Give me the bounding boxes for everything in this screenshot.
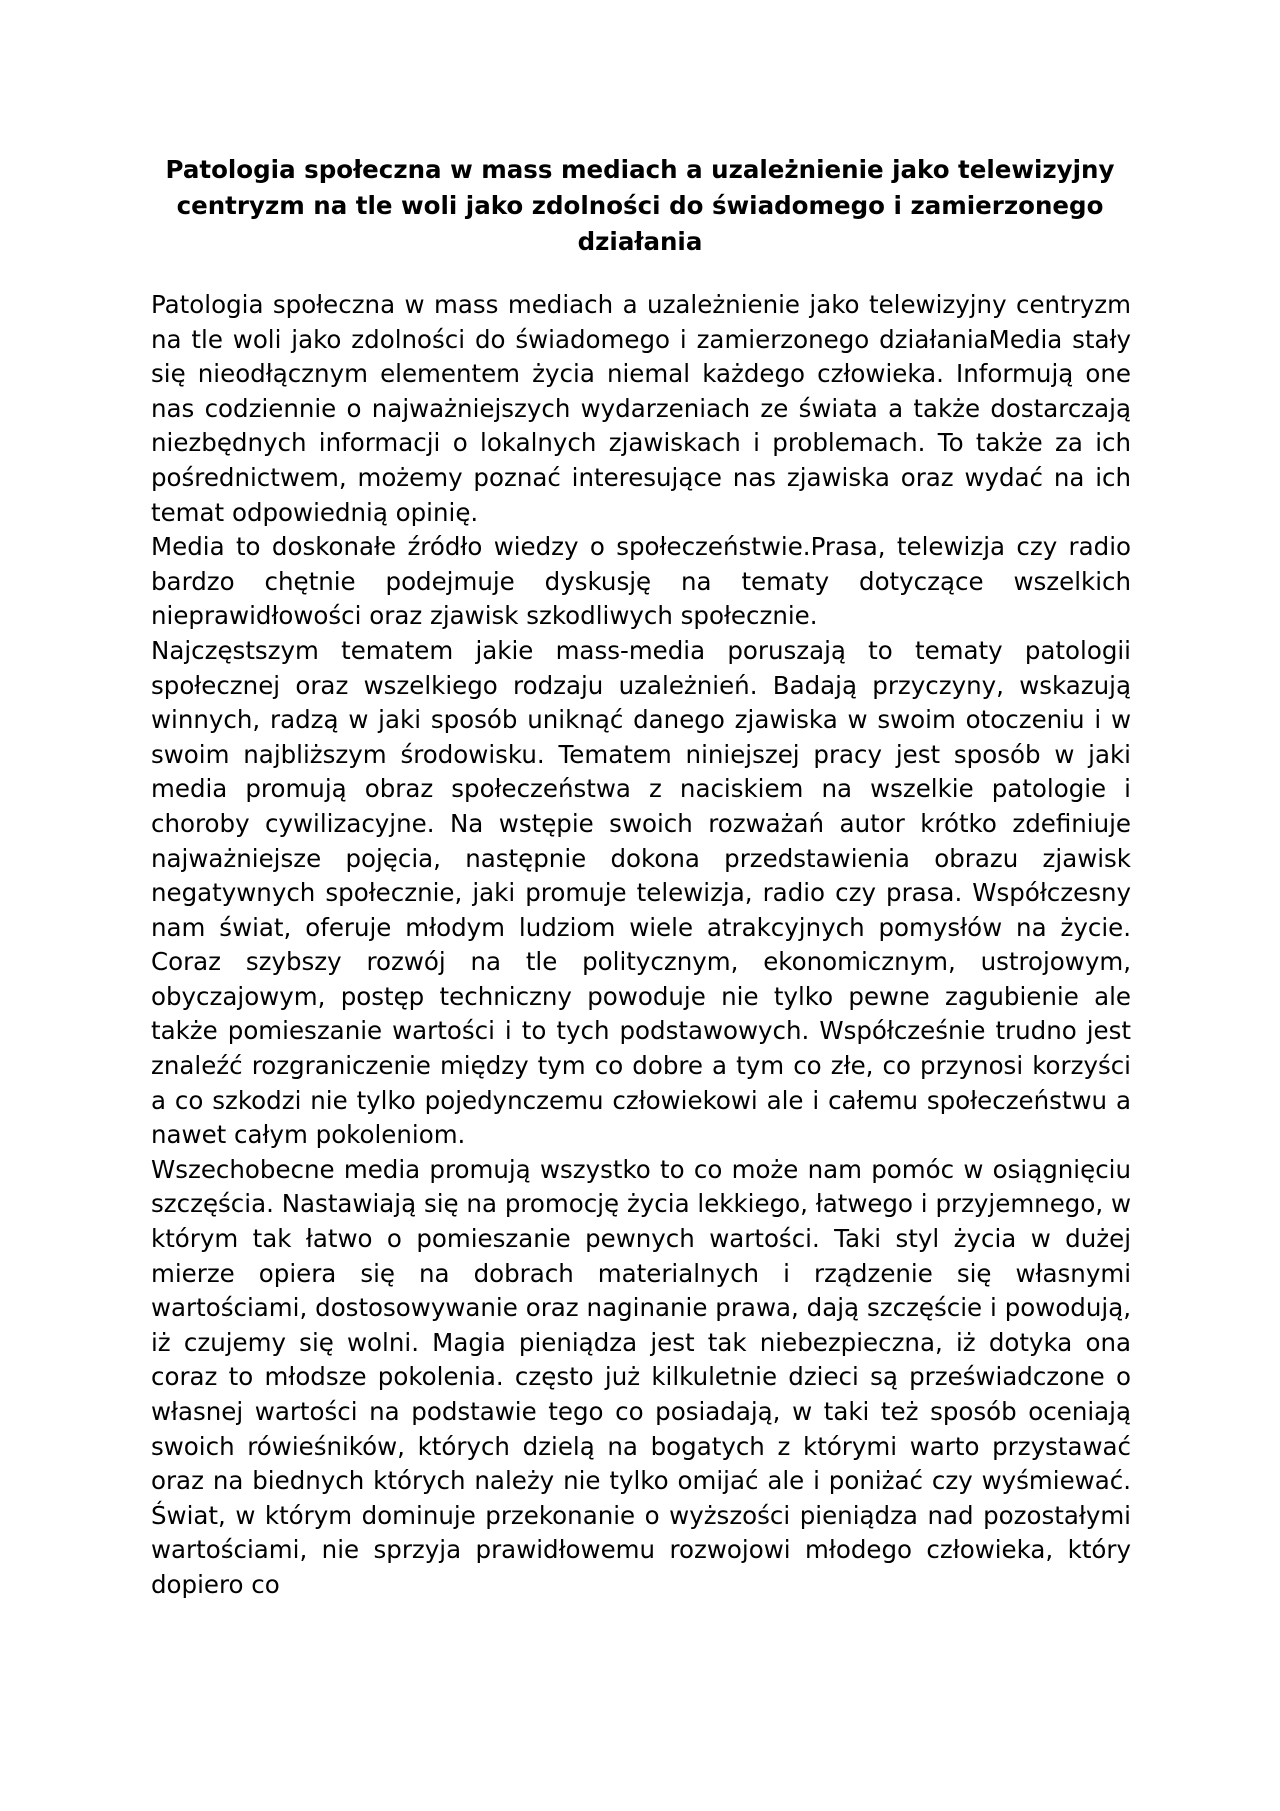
document-body <box>151 288 1131 1603</box>
paragraph-pathology-topics: Najczęstszym tematem jakie mass-media poruszają to tematy patologii społecznej oraz wszelkiego rodzaju uzależnień. Badają przyczyny, wskazują winnych, radzą w jaki sposób uniknąć danego zjawiska w swoim otoczeniu i w swoim najbliższym środowisku. Tematem niniejszej pracy jest sposób w jaki media promują obraz społeczeństwa z naciskiem na wszelkie patologie i choroby cywilizacyjne. Na wstępie swoich rozważań autor krótko zdefiniuje najważniejsze pojęcia, następnie dokona przedstawienia obrazu zjawisk negatywnych społecznie, jaki promuje telewizja, radio czy prasa. Współczesny nam świat, oferuje młodym ludziom wiele atrakcyjnych pomysłów na życie. Coraz szybszy rozwój na tle politycznym, ekonomicznym, ustrojowym, obyczajowym, postęp techniczny powoduje nie tylko pewne zagubienie ale także pomieszanie wartości i to tych podstawowych. Współcześnie trudno jest znaleźć rozgraniczenie między tym co dobre a tym co złe, co przynosi korzyści a co szkodzi nie tylko pojedynczemu człowiekowi ale i całemu społeczeństwu a nawet całym pokoleniom. <box>151 635 1131 1150</box>
paragraph-media-knowledge: Media to doskonałe źródło wiedzy o społeczeństwie.Prasa, telewizja czy radio bardzo chętnie podejmuje dyskusję na tematy dotyczące wszelkich nieprawidłowości oraz zjawisk szkodliwych społecznie. <box>151 532 1131 631</box>
document-title: Patologia społeczna w mass mediach a uzależnienie jako telewizyjny centryzm na tle woli jako zdolności do świadomego i zamierzonego działania <box>165 155 1115 256</box>
paragraph-media-intro: Patologia społeczna w mass mediach a uzależnienie jako telewizyjny centryzm na tle woli jako zdolności do świadomego i zamierzonego działaniaMedia stały się nieodłącznym elementem życia niemal każdego człowieka. Informują one nas codziennie o najważniejszych wydarzeniach ze świata a także dostarczają niezbędnych informacji o lokalnych zjawiskach i problemach. To także za ich pośrednictwem, możemy poznać interesujące nas zjawiska oraz wydać na ich temat odpowiednią opinię. <box>151 290 1131 527</box>
paragraph-media-promotion: Wszechobecne media promują wszystko to co może nam pomóc w osiągnięciu szczęścia. Nastawiają się na promocję życia lekkiego, łatwego i przyjemnego, w którym tak łatwo o pomieszanie pewnych wartości. Taki styl życia w dużej mierze opiera się na dobrach materialnych i rządzenie się własnymi wartościami, dostosowywanie oraz naginanie prawa, dają szczęście i powodują, iż czujemy się wolni. Magia pieniądza jest tak niebezpieczna, iż dotyka ona coraz to młodsze pokolenia. często już kilkuletnie dzieci są przeświadczone o własnej wartości na podstawie tego co posiadają, w taki też sposób oceniają swoich rówieśników, których dzielą na bogatych z którymi warto przystawać oraz na biednych których należy nie tylko omijać ale i poniżać czy wyśmiewać. Świat, w którym dominuje przekonanie o wyższości pieniądza nad pozostałymi wartościami, nie sprzyja prawidłowemu rozwojowi młodego człowieka, który dopiero co <box>151 1154 1131 1599</box>
